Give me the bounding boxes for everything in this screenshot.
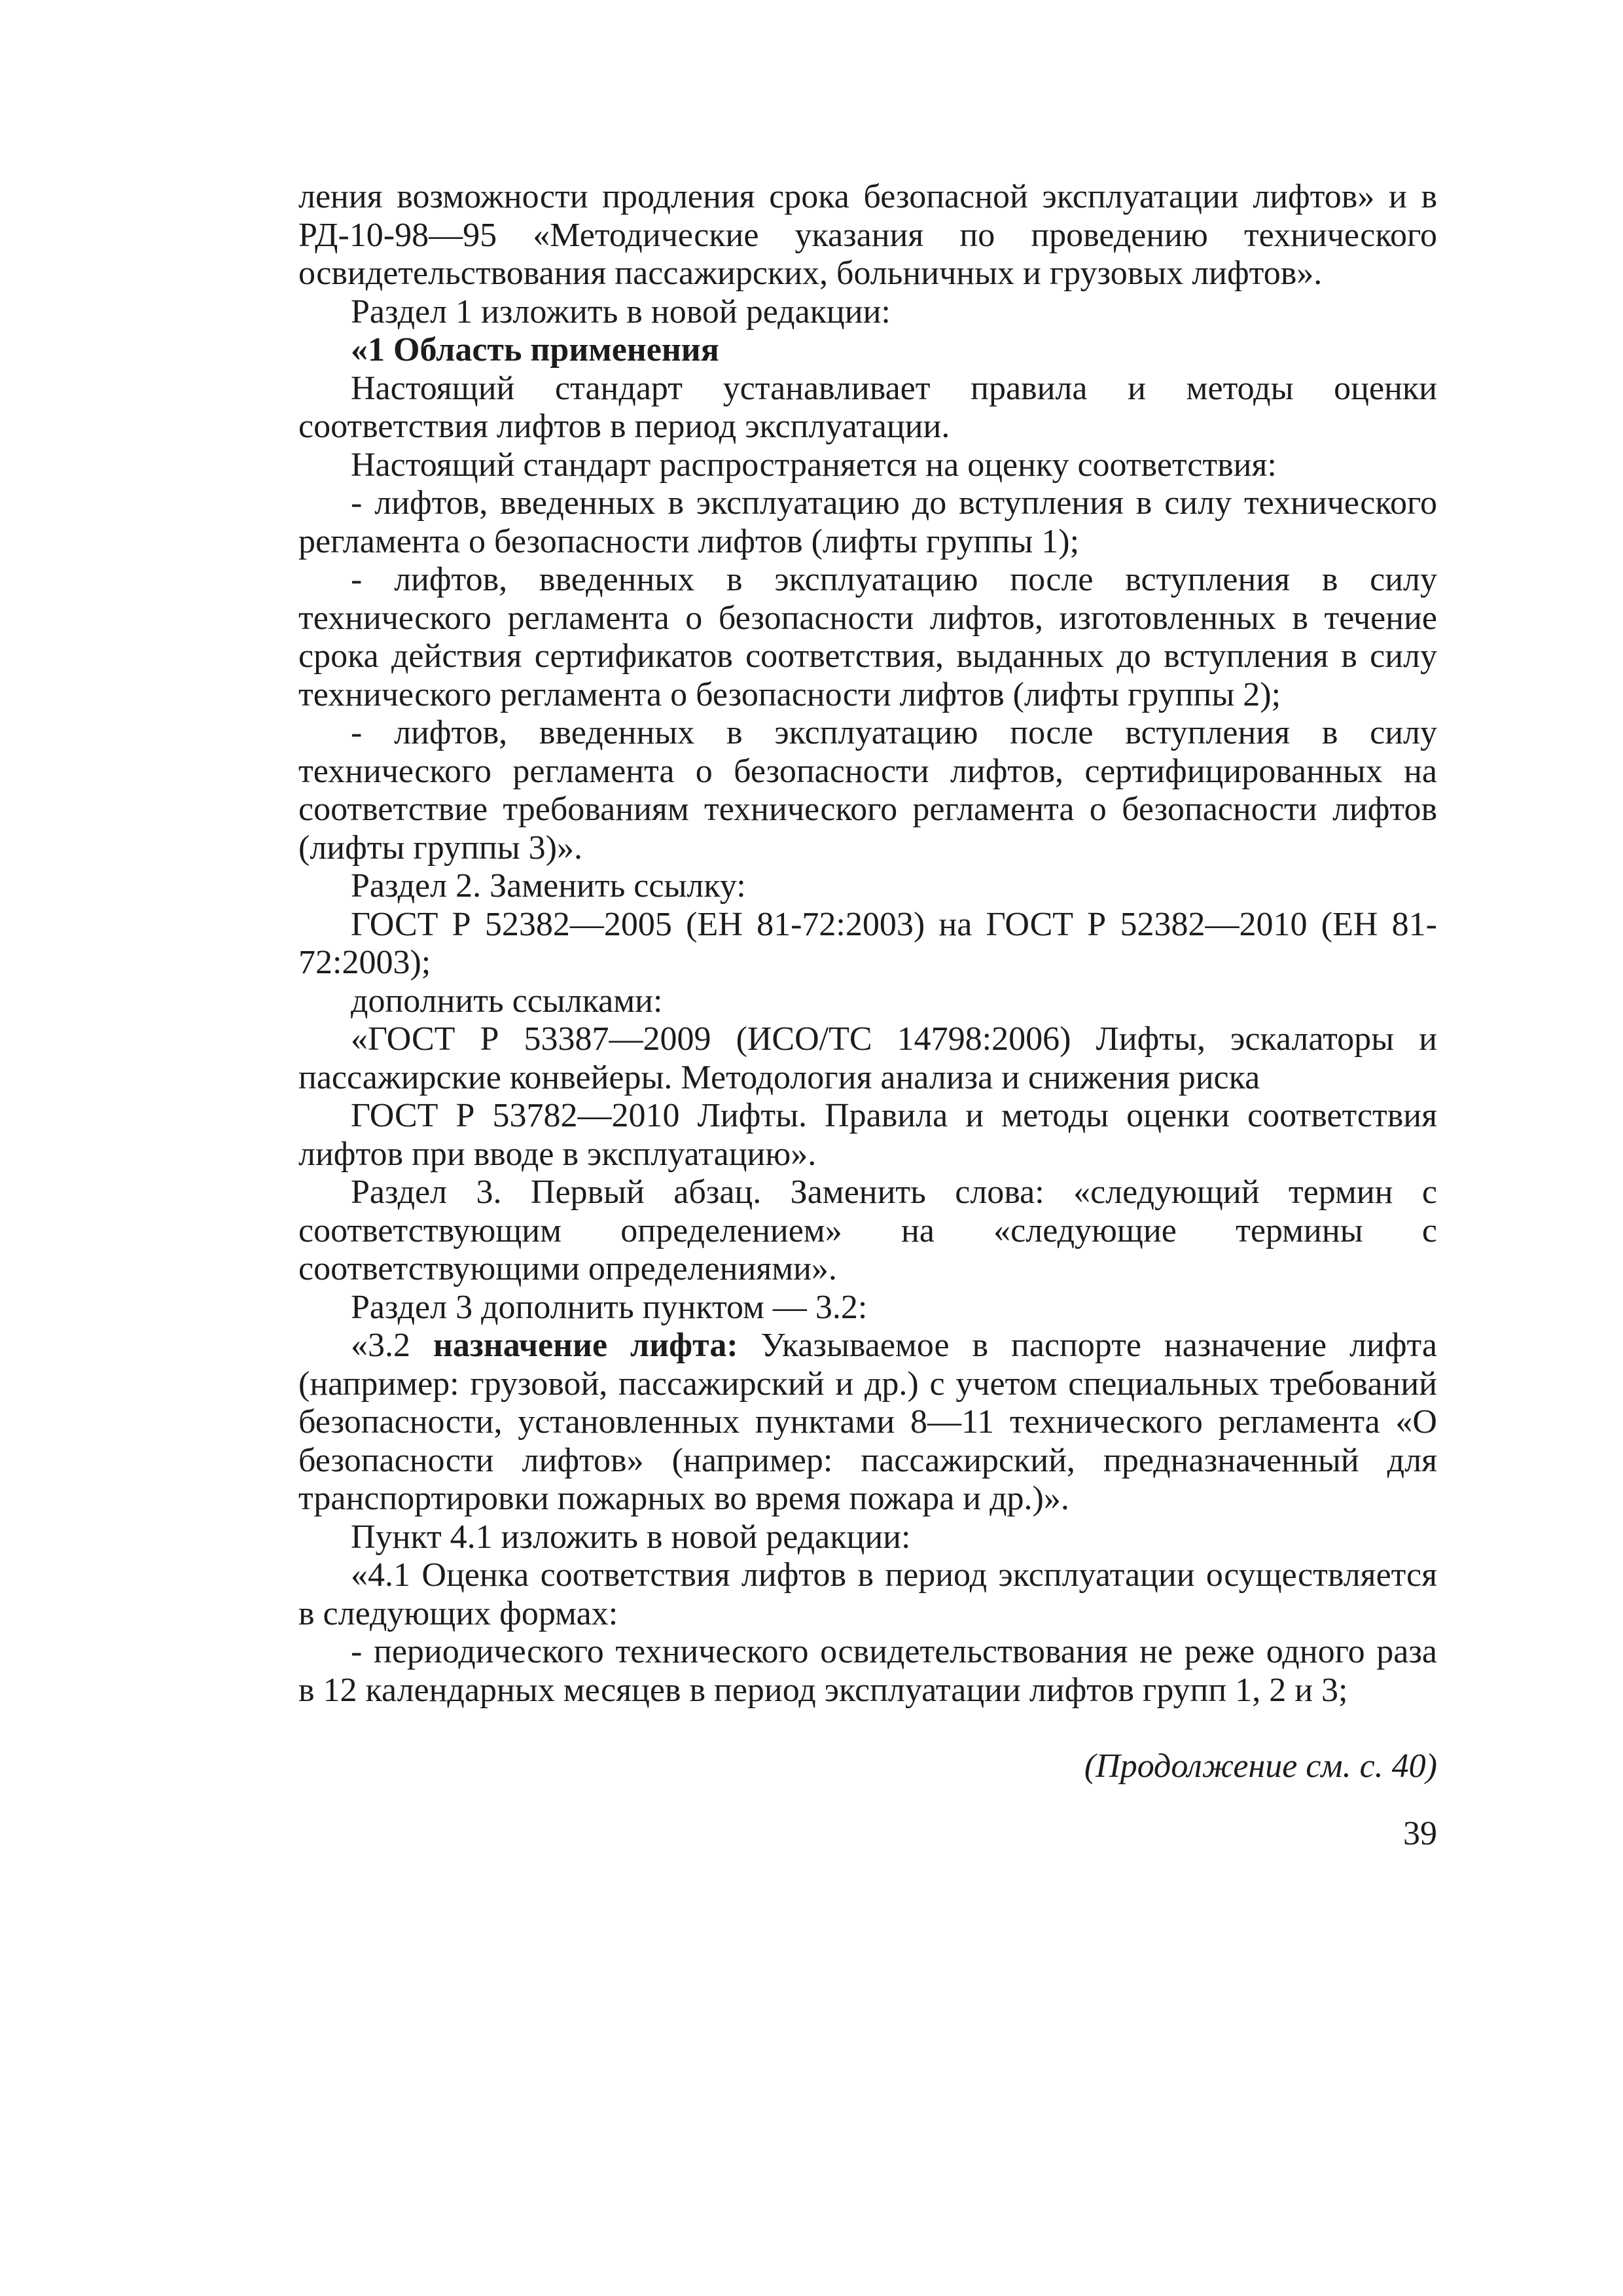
definition-paragraph <box>298 1327 1437 1518</box>
paragraph: дополнить ссылками: <box>351 982 663 1020</box>
page-number: 39 <box>1403 1814 1437 1852</box>
definition-text: Указываемое в паспорте назначение лифта (например: грузовой, пассажирский и др.) с учетом специальных требований безопасности, установленных пунктами 8—11 технического регламента «О безопасности лифтов» (например: пассажирский, предназначенный для транспортировки пожарных во время пожара и др.)». <box>298 1327 1437 1517</box>
paragraph: «4.1 Оценка соответствия лифтов в период эксплуатации осуществляется в следующих формах: <box>298 1556 1437 1632</box>
paragraph: Раздел 3. Первый абзац. Заменить слова: «следующий термин с соответствующим определением» на «следующие термины с соответствующими определениями». <box>298 1174 1437 1287</box>
paragraph: Раздел 2. Заменить ссылку: <box>351 867 746 905</box>
paragraph: Раздел 3 дополнить пунктом — 3.2: <box>351 1288 868 1326</box>
definition-number: «3.2 <box>351 1327 433 1364</box>
document-page <box>298 178 1437 1853</box>
continuation-note: (Продолжение см. с. 40) <box>1084 1748 1437 1785</box>
list-item: - лифтов, введенных в эксплуатацию до вступления в силу технического регламента о безопасности лифтов (лифты группы 1); <box>298 484 1437 560</box>
list-item: - лифтов, введенных в эксплуатацию после вступления в силу технического регламента о безопасности лифтов, изготовленных в течение срока действия сертификатов соответствия, выданных до вступления в силу технического регламента о безопасности лифтов (лифты группы 2); <box>298 561 1437 713</box>
paragraph: Пункт 4.1 изложить в новой редакции: <box>351 1518 911 1556</box>
section-heading: «1 Область применения <box>351 331 719 368</box>
list-item: - лифтов, введенных в эксплуатацию после вступления в силу технического регламента о безопасности лифтов, сертифицированных на соответствие требованиям технического регламента о безопасности лифтов (лифты группы 3)». <box>298 714 1437 867</box>
paragraph: Настоящий стандарт распространяется на оценку соответствия: <box>351 446 1277 484</box>
paragraph: Настоящий стандарт устанавливает правила и методы оценки соответствия лифтов в период эксплуатации. <box>298 369 1437 445</box>
definition-term: назначение лифта: <box>433 1327 738 1364</box>
paragraph: ГОСТ Р 53782—2010 Лифты. Правила и методы оценки соответствия лифтов при вводе в эксплуатацию». <box>298 1097 1437 1173</box>
paragraph: ГОСТ Р 52382—2005 (ЕН 81-72:2003) на ГОСТ Р 52382—2010 (ЕН 81-72:2003); <box>298 905 1437 981</box>
paragraph: «ГОСТ Р 53387—2009 (ИСО/ТС 14798:2006) Лифты, эскалаторы и пассажирские конвейеры. Методология анализа и снижения риска <box>298 1020 1437 1096</box>
paragraph: ления возможности продления срока безопасной эксплуатации лифтов» и в РД-10-98—95 «Методические указания по проведению технического освидетельствования пассажирских, больничных и грузовых лифтов». <box>298 178 1437 292</box>
paragraph: Раздел 1 изложить в новой редакции: <box>351 293 891 331</box>
list-item: - периодического технического освидетельствования не реже одного раза в 12 календарных месяцев в период эксплуатации лифтов групп 1, 2 и 3; <box>298 1633 1437 1709</box>
